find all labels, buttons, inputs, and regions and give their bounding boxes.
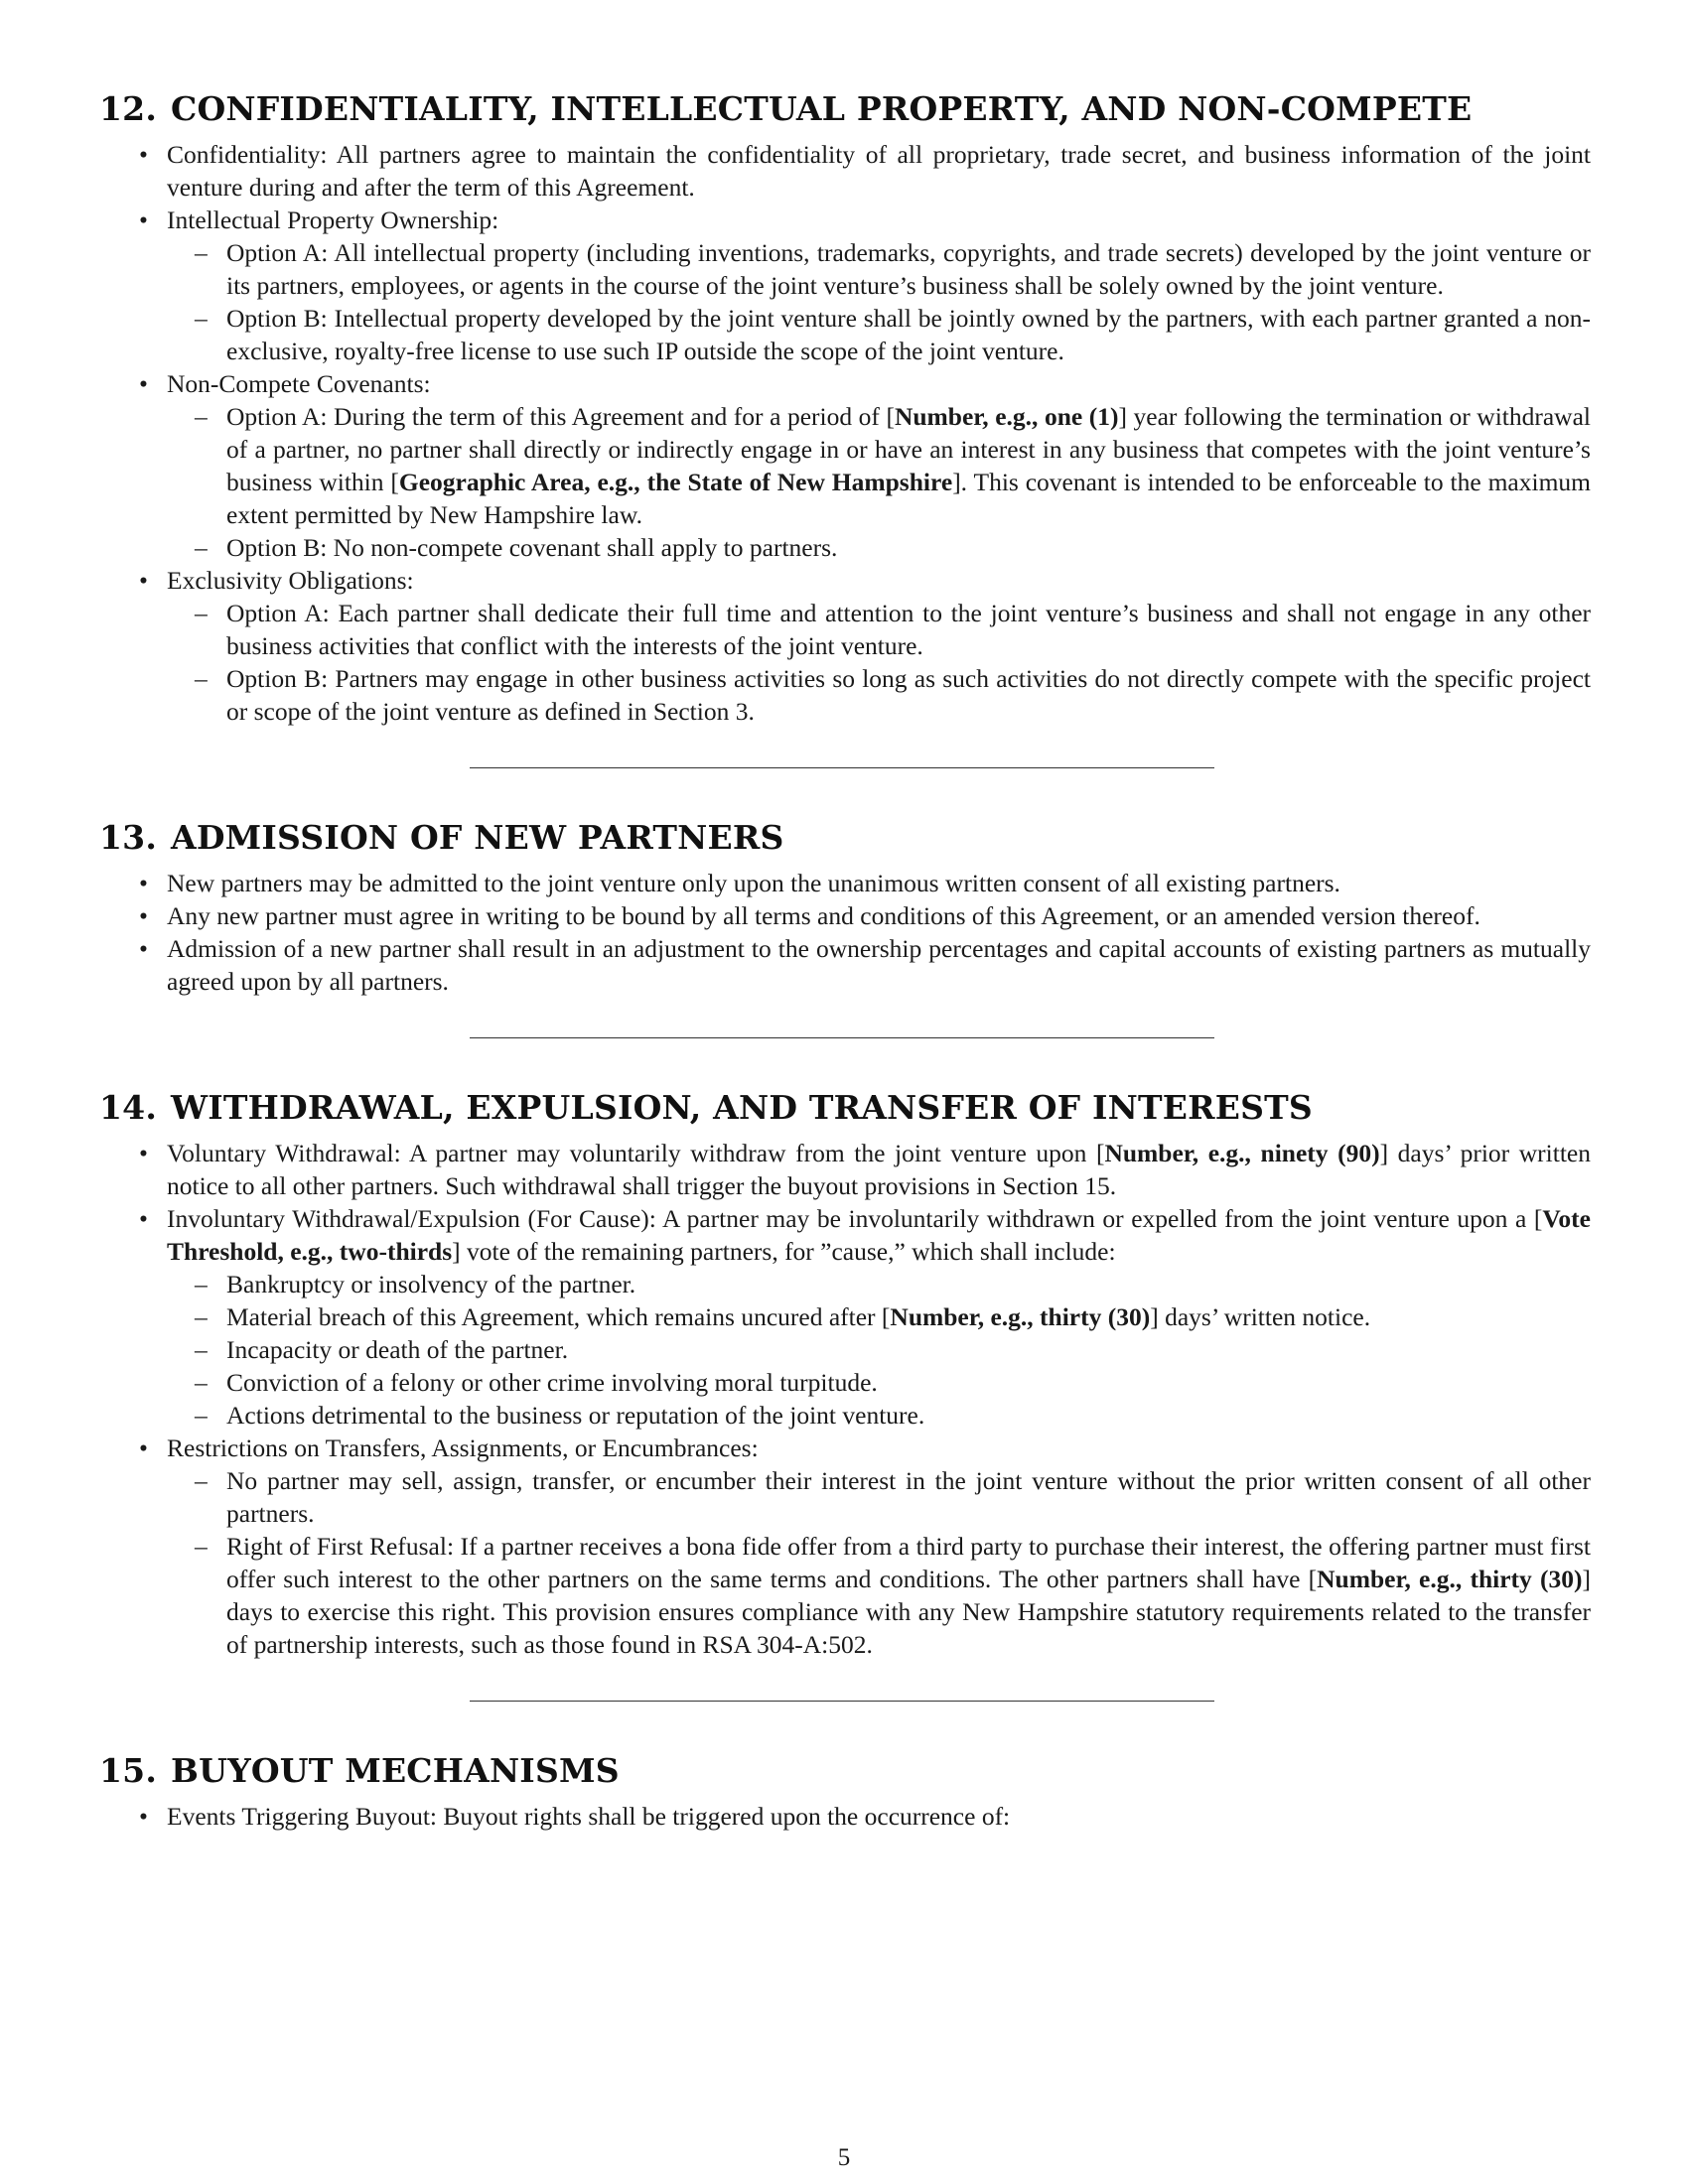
bullet-list (99, 1137, 1591, 1661)
list-item (99, 367, 1591, 564)
sub-list-item (167, 1300, 1591, 1333)
list-item (99, 564, 1591, 728)
text-run: Right of First Refusal: If a partner receives a bona fide offer from a third party to purchase their interest, the offering partner must first offer such interest to the other partners on the same terms and conditions. The other partners shall have [ (226, 1532, 1591, 1593)
text-run: Option A: All intellectual property (including inventions, trademarks, copyrights, and trade secrets) developed by the joint venture or its partners, employees, or agents in the course of the joint venture’s business shall be solely owned by the joint venture. (226, 238, 1591, 300)
text-run: No partner may sell, assign, transfer, or encumber their interest in the joint venture without the prior written consent of all other partners. (226, 1466, 1591, 1528)
list-item (99, 899, 1591, 932)
list-item (99, 1800, 1591, 1833)
sub-list (167, 1268, 1591, 1432)
section-divider (470, 1701, 1214, 1702)
sub-list-item (167, 1366, 1591, 1399)
text-run: Incapacity or death of the partner. (226, 1335, 569, 1364)
text-run: Exclusivity Obligations: (167, 566, 414, 595)
text-run: ] days’ prior written notice to all other partners. Such withdrawal shall trigger the buyout provisions in Section 15. (167, 1139, 1591, 1200)
text-run: Confidentiality: All partners agree to maintain the confidentiality of all proprietary, trade secret, and business information of the joint venture during and after the term of this Agreement. (167, 140, 1591, 202)
placeholder-field: Number, e.g., thirty (30) (890, 1302, 1151, 1331)
text-run: Non-Compete Covenants: (167, 369, 431, 398)
section-title: WITHDRAWAL, EXPULSION, AND TRANSFER OF INTERESTS (171, 1088, 1313, 1127)
placeholder-field: Geographic Area, e.g., the State of New Hampshire (398, 468, 953, 496)
list-item (99, 1137, 1591, 1202)
placeholder-field: Vote Threshold, e.g., two-thirds (167, 1204, 1591, 1266)
section-divider (470, 767, 1214, 768)
list-item (99, 932, 1591, 998)
sub-list-item (167, 1333, 1591, 1366)
section-heading (99, 89, 1591, 128)
list-item (99, 204, 1591, 367)
text-run: ] vote of the remaining partners, for ”cause,” which shall include: (452, 1237, 1116, 1266)
text-run: Involuntary Withdrawal/Expulsion (For Cause): A partner may be involuntarily withdrawn or expelled from the joint venture upon a [ (167, 1204, 1543, 1233)
text-run: Admission of a new partner shall result in an adjustment to the ownership percentages and capital accounts of existing partners as mutually agreed upon by all partners. (167, 934, 1591, 996)
text-run: Actions detrimental to the business or reputation of the joint venture. (226, 1401, 925, 1430)
document-body (99, 89, 1591, 1833)
section-14 (99, 1088, 1591, 1661)
text-run: ] days’ written notice. (1150, 1302, 1371, 1331)
section-number: 13. (99, 818, 158, 857)
section-number: 15. (99, 1751, 158, 1790)
sub-list-item (167, 1399, 1591, 1432)
list-item (99, 138, 1591, 204)
text-run: Option B: Partners may engage in other business activities so long as such activities do not directly compete with the specific project or scope of the joint venture as defined in Section 3. (226, 664, 1591, 726)
section-15 (99, 1751, 1591, 1833)
text-run: Voluntary Withdrawal: A partner may voluntarily withdraw from the joint venture upon [ (167, 1139, 1105, 1167)
section-12 (99, 89, 1591, 728)
placeholder-field: Number, e.g., ninety (90) (1104, 1139, 1380, 1167)
text-run: Option B: Intellectual property developed by the joint venture shall be jointly owned by the partners, with each partner granted a non-exclusive, royalty-free license to use such IP outside the scope of the joint venture. (226, 304, 1591, 365)
list-item (99, 867, 1591, 899)
text-run: Option B: No non-compete covenant shall apply to partners. (226, 533, 838, 562)
placeholder-field: Number, e.g., thirty (30) (1317, 1565, 1583, 1593)
text-run: Any new partner must agree in writing to be bound by all terms and conditions of this Agreement, or an amended version thereof. (167, 901, 1480, 930)
sub-list-item (167, 400, 1591, 531)
sub-list (167, 400, 1591, 564)
section-divider (470, 1037, 1214, 1038)
text-run: Intellectual Property Ownership: (167, 205, 499, 234)
text-run: Material breach of this Agreement, which remains uncured after [ (226, 1302, 891, 1331)
section-13 (99, 818, 1591, 998)
text-run: New partners may be admitted to the joint venture only upon the unanimous written consent of all existing partners. (167, 869, 1340, 897)
text-run: Events Triggering Buyout: Buyout rights shall be triggered upon the occurrence of: (167, 1802, 1011, 1831)
list-item (99, 1202, 1591, 1432)
page-number: 5 (837, 2144, 851, 2171)
section-heading (99, 818, 1591, 857)
text-run: Option A: During the term of this Agreement and for a period of [ (226, 402, 895, 431)
bullet-list (99, 1800, 1591, 1833)
sub-list-item (167, 597, 1591, 662)
text-run: Conviction of a felony or other crime involving moral turpitude. (226, 1368, 878, 1397)
sub-list-item (167, 1268, 1591, 1300)
sub-list-item (167, 662, 1591, 728)
text-run: ]. This covenant is intended to be enforceable to the maximum extent permitted by New Hampshire law. (226, 468, 1591, 529)
bullet-list (99, 138, 1591, 728)
sub-list-item (167, 236, 1591, 302)
section-title: ADMISSION OF NEW PARTNERS (171, 818, 784, 857)
sub-list-item (167, 1464, 1591, 1530)
section-number: 12. (99, 89, 158, 128)
sub-list-item (167, 302, 1591, 367)
text-run: ] days to exercise this right. This provision ensures compliance with any New Hampshire statutory requirements related to the transfer of partnership interests, such as those found in RSA 304-A:502. (226, 1565, 1591, 1659)
text-run: Restrictions on Transfers, Assignments, or Encumbrances: (167, 1433, 759, 1462)
text-run: ] year following the termination or withdrawal of a partner, no partner shall directly or indirectly engage in or have an interest in any business that competes with the joint venture’s business within [ (226, 402, 1591, 496)
sub-list (167, 597, 1591, 728)
section-title: CONFIDENTIALITY, INTELLECTUAL PROPERTY, AND NON-COMPETE (171, 89, 1473, 128)
list-item (99, 1432, 1591, 1661)
sub-list (167, 1464, 1591, 1661)
sub-list-item (167, 1530, 1591, 1661)
section-heading (99, 1088, 1591, 1127)
text-run: Option A: Each partner shall dedicate their full time and attention to the joint venture’s business and shall not engage in any other business activities that conflict with the interests of the joint venture. (226, 599, 1591, 660)
bullet-list (99, 867, 1591, 998)
sub-list-item (167, 531, 1591, 564)
text-run: Bankruptcy or insolvency of the partner. (226, 1270, 636, 1298)
sub-list (167, 236, 1591, 367)
section-title: BUYOUT MECHANISMS (171, 1751, 620, 1790)
section-number: 14. (99, 1088, 158, 1127)
placeholder-field: Number, e.g., one (1) (894, 402, 1119, 431)
section-heading (99, 1751, 1591, 1790)
